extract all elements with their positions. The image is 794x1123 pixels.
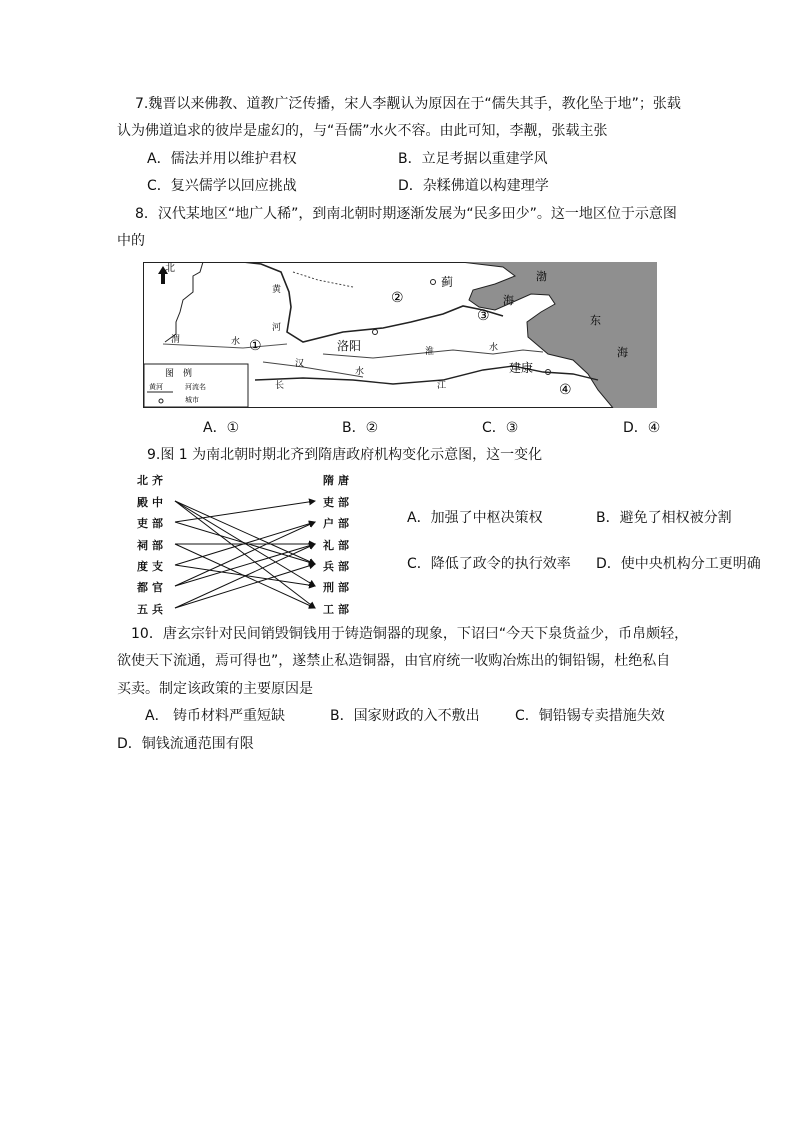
q7-stem-line2: 认为佛道追求的彼岸是虚幻的，与“吾儒”水火不容。由此可知，李觏，张载主张	[117, 123, 608, 139]
org-left-item: 五兵	[137, 603, 167, 616]
org-left-item: 殿中	[137, 496, 167, 509]
changjiang-label-1: 长	[275, 381, 285, 391]
hanshui-label-1: 汉	[295, 359, 305, 369]
bohai-label-2: 海	[503, 294, 514, 307]
donghai-label-1: 东	[590, 314, 601, 327]
q10-option-c: C．铜铅锡专卖措施失效	[515, 708, 665, 724]
q8-option-d: D．④	[623, 420, 661, 436]
q10-stem-line3: 买卖。制定该政策的主要原因是	[117, 681, 313, 697]
q9-stem-line1: 9.图 1 为南北朝时期北齐到隋唐政府机构变化示意图，这一变化	[147, 447, 543, 463]
org-right-item: 工部	[323, 603, 353, 616]
q9-option-a: A．加强了中枢决策权	[407, 510, 543, 526]
org-right-item: 户部	[323, 517, 353, 530]
north-label: 北	[165, 263, 175, 274]
city-luoyang-label: 洛阳	[337, 339, 362, 353]
marker-4: ④	[559, 382, 572, 398]
q8-option-b: B．②	[342, 420, 379, 436]
q8-stem-line2: 中的	[117, 233, 145, 249]
huanghe-label-1: 黄	[272, 285, 282, 295]
q10-option-d: D．铜钱流通范围有限	[117, 736, 254, 752]
org-right-item: 礼部	[323, 539, 353, 552]
q7-option-a: A．儒法并用以维护君权	[147, 151, 297, 167]
huaishui-label-1: 淮	[425, 347, 435, 357]
legend-river-label: 河流名	[185, 383, 206, 391]
q10-option-a: A． 铸币材料严重短缺	[145, 708, 286, 724]
marker-1: ①	[249, 338, 262, 354]
q8-option-c: C．③	[482, 420, 519, 436]
arrow-duguan-libu	[175, 544, 315, 586]
org-right-item: 兵部	[323, 560, 353, 573]
org-right-item: 吏部	[323, 496, 353, 509]
q9-option-b: B．避免了相权被分割	[596, 510, 732, 526]
legend-city-label: 城市	[185, 396, 199, 404]
q9-option-c: C．降低了政令的执行效率	[407, 556, 571, 572]
org-left-item: 祠部	[137, 539, 167, 552]
org-left-item: 度支	[137, 560, 167, 573]
q7-option-c: C．复兴儒学以回应挑战	[147, 178, 297, 194]
huanghe-label-2: 河	[272, 323, 282, 333]
arrow-wubing-bingbu	[175, 564, 315, 608]
weishui-label-1: 渭	[171, 335, 181, 345]
legend-title: 图 例	[165, 369, 193, 379]
huaishui-label-2: 水	[489, 343, 499, 353]
marker-2: ②	[391, 290, 404, 306]
org-change-diagram	[135, 468, 385, 618]
bohai-label-1: 渤	[536, 270, 547, 283]
legend-river-sample: 黄河	[149, 383, 163, 391]
map-figure	[143, 262, 657, 408]
org-left-header: 北齐	[137, 474, 167, 487]
q10-stem-line1: 10．唐玄宗针对民间销毁铜钱用于铸造铜器的现象，下诏曰“今天下泉货益少，币帛颇轻，	[131, 626, 689, 642]
q8-option-a: A．①	[203, 420, 240, 436]
q10-stem-line2: 欲使天下流通，焉可得也”，遂禁止私造铜器，由官府统一收购冶炼出的铜铅锡，杜绝私自	[117, 653, 671, 669]
city-ji-label: 蓟	[441, 275, 454, 289]
marker-3: ③	[477, 308, 490, 324]
q7-option-d: D．杂糅佛道以构建理学	[398, 178, 549, 194]
arrow-libu-libu	[175, 501, 315, 522]
city-jiankang-label: 建康	[509, 361, 534, 375]
donghai-label-2: 海	[617, 346, 628, 359]
q7-stem-line1: 7.魏晋以来佛教、道教广泛传播，宋人李觏认为原因在于“儒失其手，教化坠于地”；张载	[135, 96, 681, 112]
weishui-label-2: 水	[231, 337, 241, 347]
changjiang-label-2: 江	[437, 381, 447, 391]
q7-option-b: B．立足考据以重建学风	[398, 151, 548, 167]
org-left-item: 都官	[137, 581, 167, 594]
q10-option-b: B．国家财政的入不敷出	[330, 708, 480, 724]
q9-option-d: D．使中央机构分工更明确	[596, 556, 761, 572]
hanshui-label-2: 水	[355, 367, 365, 377]
org-left-item: 吏部	[137, 517, 167, 530]
org-right-item: 刑部	[323, 581, 353, 594]
org-right-header: 隋唐	[323, 474, 353, 487]
q8-stem-line1: 8．汉代某地区“地广人稀”，到南北朝时期逐渐发展为“民多田少”。这一地区位于示意图	[135, 206, 677, 222]
